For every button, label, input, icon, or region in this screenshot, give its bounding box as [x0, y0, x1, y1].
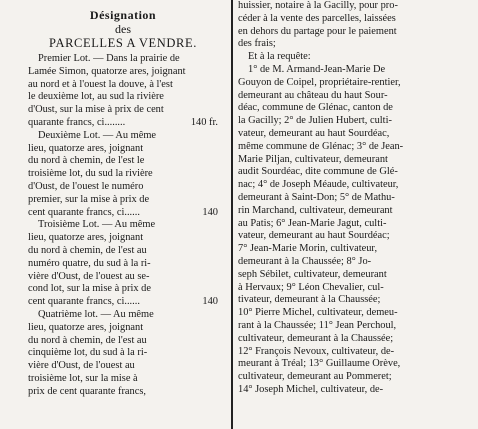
requester-line: 12° François Nevoux, cultivateur, de-: [238, 345, 395, 357]
requester-line: la Gacilly; 2° de Julien Hubert, culti-: [238, 115, 392, 127]
requester-line: nac; 4° de Joseph Méaude, cultivateur,: [238, 179, 399, 191]
section-heading: Désignation: [89, 8, 157, 22]
lot-line: d'Oust, sur la mise à prix de cent: [28, 104, 164, 116]
lot-line: numéro quatre, du sud à la ri-: [28, 257, 151, 269]
requester-line: même commune de Glénac; 3° de Jean-: [238, 140, 404, 152]
lot-line: du nord à chemin, de l'est le: [28, 155, 145, 167]
requester-line: meurant à Tréal; 13° Guillaume Orève,: [238, 358, 401, 370]
requester-line: au Patis; 6° Jean-Marie Jagut, culti-: [238, 217, 387, 229]
requester-line: demeurant à Saint-Don; 5° de Mathu-: [238, 191, 395, 203]
requester-line: 1° de M. Armand-Jean-Marie De: [248, 63, 386, 75]
lot-line: troisième lot, du sud la rivière: [28, 168, 153, 180]
lot-line: vière d'Oust, de l'ouest au se-: [28, 270, 150, 282]
lot-price: 140 fr.: [190, 116, 218, 128]
requester-line: rant à la Chaussée; 11° Jean Perchoul,: [238, 319, 397, 331]
requester-line: demeurant au château du haut Sour-: [238, 89, 388, 101]
requester-line: à Hervaux; 9° Léon Chevalier, cul-: [238, 281, 384, 293]
requester-line: Et à la requête:: [248, 51, 311, 63]
lot-line: premier, sur la mise à prix de: [28, 193, 150, 205]
lot-line: cinquième lot, du sud à la ri-: [28, 347, 148, 359]
requester-line: rin Marchand, cultivateur, demeurant: [238, 204, 393, 216]
lot-line: [28, 117, 218, 130]
requester-line: cultivateur, demeurant au Pommeret;: [238, 371, 392, 383]
lot-line-text: cent quarante francs, ci......: [28, 296, 140, 308]
requester-line: des frais;: [238, 38, 276, 50]
requester-line: tivateur, demeurant à la Chaussée;: [238, 294, 381, 306]
lot-paragraph: [28, 130, 218, 220]
lot-line: Quatrième lot. — Au même: [38, 308, 154, 320]
lot-line: [28, 207, 218, 220]
requester-line: huissier, notaire à la Gacilly, pour pro-: [238, 0, 398, 11]
requester-line: déac, commune de Glénac, canton de: [238, 102, 393, 114]
lot-line: vière d'Oust, de l'ouest au: [28, 360, 135, 372]
lot-line: cond lot, sur la mise à prix de: [28, 283, 151, 295]
lot-price: 140: [202, 206, 218, 218]
requester-line: seph Sébilet, cultivateur, demeurant: [238, 268, 387, 280]
requester-line: Gouyon de Coipel, propriétaire-rentier,: [238, 76, 401, 88]
lot-line: [28, 296, 218, 309]
lot-line-text: quarante francs, ci........: [28, 116, 126, 128]
lot-line: Premier Lot. — Dans la prairie de: [38, 53, 180, 64]
lot-line: Troisième Lot. — Au même: [38, 219, 156, 231]
parcel-list-column: [28, 8, 218, 399]
requester-line: vateur, demeurant au haut Sourdéac;: [238, 230, 390, 242]
lot-line: du nord à chemin, de l'est au: [28, 334, 147, 346]
requester-column: [238, 0, 468, 397]
lot-line: au nord et à l'ouest la douve, à l'est: [28, 78, 173, 90]
lot-line: lieu, quatorze ares, joignant: [28, 321, 144, 333]
requester-line: en dehors du partage pour le paiement: [238, 25, 397, 37]
lot-line: lieu, quatorze ares, joignant: [28, 142, 144, 154]
requester-line: Marie Piljan, cultivateur, demeurant: [238, 153, 388, 165]
requester-line: cultivateur, demeurant à la Chaussée;: [238, 332, 394, 344]
lot-line: prix de cent quarante francs,: [28, 385, 146, 397]
lot-list: [28, 53, 218, 399]
section-title: PARCELLES A VENDRE.: [49, 36, 197, 50]
lot-line: d'Oust, de l'ouest le numéro: [28, 180, 144, 192]
lot-paragraph: [28, 309, 218, 399]
lot-line-text: cent quarante francs, ci......: [28, 206, 140, 218]
lot-line: Lamée Simon, quatorze ares, joignant: [28, 65, 186, 77]
lot-line: du nord à chemin, de l'est au: [28, 244, 147, 256]
lot-line: Deuxième Lot. — Au même: [38, 129, 157, 141]
requester-line: 14° Joseph Michel, cultivateur, de-: [238, 383, 384, 395]
lot-price: 140: [202, 296, 218, 308]
requester-line: céder à la vente des parcelles, laissées: [238, 12, 396, 24]
requester-line: audit Sourdéac, dite commune de Glé-: [238, 166, 398, 178]
lot-line: troisième lot, sur la mise à: [28, 372, 138, 384]
section-subheading: des: [115, 22, 131, 36]
lot-paragraph: [28, 53, 218, 130]
requester-line: demeurant à la Chaussée; 8° Jo-: [238, 255, 372, 267]
lot-line: le deuxième lot, au sud la rivière: [28, 91, 164, 103]
requester-line: 10° Pierre Michel, cultivateur, demeu-: [238, 307, 398, 319]
lot-line: lieu, quatorze ares, joignant: [28, 232, 144, 244]
requester-line: vateur, demeurant au haut Sourdéac,: [238, 127, 390, 139]
column-rule: [231, 0, 233, 429]
lot-paragraph: [28, 219, 218, 309]
requester-line: 7° Jean-Marie Morin, cultivateur,: [238, 243, 378, 255]
